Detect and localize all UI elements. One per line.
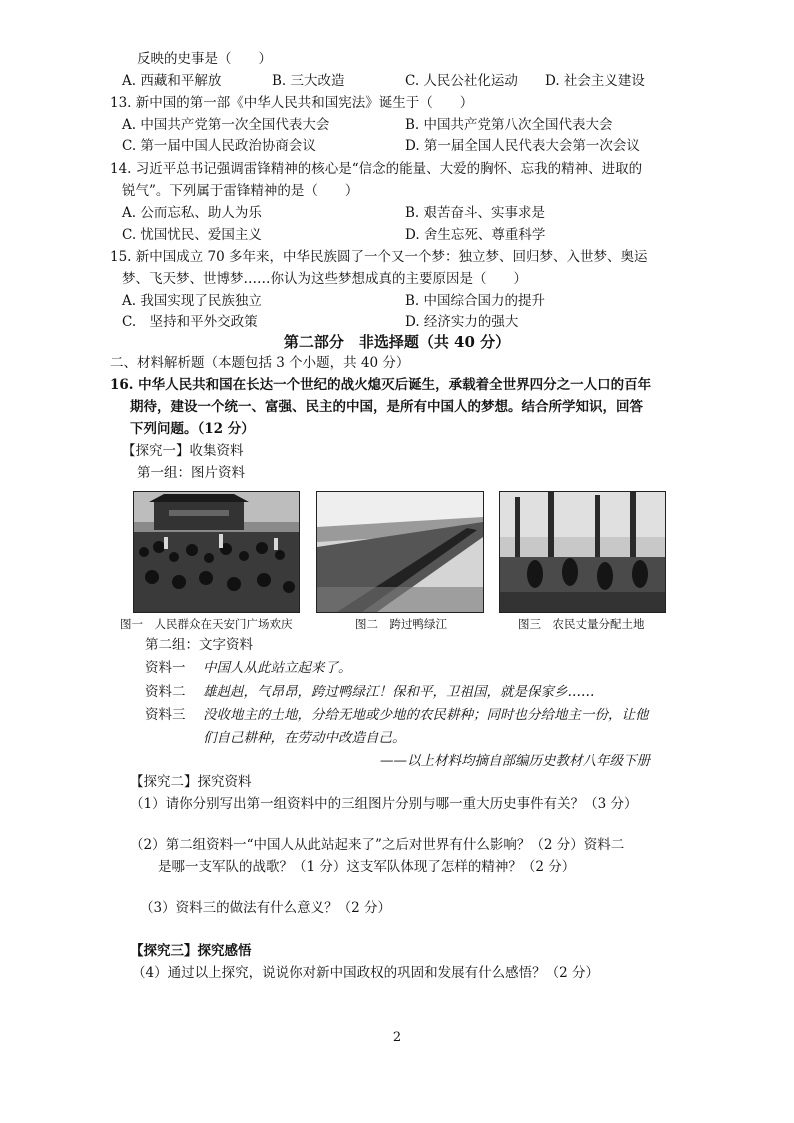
photo-tiananmen xyxy=(133,491,300,613)
explore3-heading: 【探究三】探究感悟 xyxy=(130,943,252,959)
q15-stem-line1: 15. 新中国成立 70 多年来，中华民族圆了一个又一个梦：独立梦、回归梦、入世梦、奥运 xyxy=(110,249,648,265)
caption-figure-1: 图一 人民群众在天安门广场欢庆 xyxy=(120,617,293,631)
q12-option-a: A. 西藏和平解放 xyxy=(122,73,222,89)
farmers-photo-illustration xyxy=(500,492,665,612)
q14-option-c: C. 忧国忧民、爱国主义 xyxy=(122,227,262,243)
material3-text-line1: 没收地主的土地，分给无地或少地的农民耕种；同时也分给地主一份，让他 xyxy=(203,707,649,723)
group2-heading: 第二组：文字资料 xyxy=(145,637,253,653)
q15-option-d: D. 经济实力的强大 xyxy=(405,314,519,330)
q16-stem-line1: 16. 中华人民共和国在长达一个世纪的战火熄灭后诞生，承载着全世界四分之一人口的百年 xyxy=(110,377,652,393)
q12-option-b: B. 三大改造 xyxy=(272,73,345,89)
material3-label: 资料三 xyxy=(145,707,186,723)
photo-land-reform xyxy=(499,491,666,613)
q14-stem-line1: 14. 习近平总书记强调雷锋精神的核心是“信念的能量、大爱的胸怀、忘我的精神、进取的 xyxy=(110,161,643,177)
explore1-heading: 【探究一】收集资料 xyxy=(122,443,244,459)
section-heading: 二、材料解析题（本题包括 3 个小题，共 40 分） xyxy=(110,355,410,371)
q14-stem-line2: 锐气”。下列属于雷锋精神的是（ ） xyxy=(122,183,359,199)
q12-stem-tail: 反映的史事是（ ） xyxy=(137,51,272,67)
material1-label: 资料一 xyxy=(145,660,186,676)
q12-option-c: C. 人民公社化运动 xyxy=(405,73,518,89)
q12-option-d: D. 社会主义建设 xyxy=(545,73,645,89)
material2-label: 资料二 xyxy=(145,684,186,700)
q15-option-a: A. 我国实现了民族独立 xyxy=(122,293,262,309)
q15-option-b: B. 中国综合国力的提升 xyxy=(405,293,546,309)
crowd-photo-illustration xyxy=(134,492,299,612)
material-source: ——以上材料均摘自部编历史教材八年级下册 xyxy=(380,753,650,769)
q14-option-b: B. 艰苦奋斗、实事求是 xyxy=(405,205,546,221)
material3-text-line2: 们自己耕种，在劳动中改造自己。 xyxy=(203,730,406,746)
caption-figure-3: 图三 农民丈量分配土地 xyxy=(518,617,645,631)
part2-title: 第二部分 非选择题（共 40 分） xyxy=(283,333,511,351)
q13-option-b: B. 中国共产党第八次全国代表大会 xyxy=(405,117,613,133)
explore2-heading: 【探究二】探究资料 xyxy=(130,774,252,790)
q13-stem: 13. 新中国的第一部《中华人民共和国宪法》诞生于（ ） xyxy=(110,95,474,111)
page-number: 2 xyxy=(392,1030,402,1045)
bridge-photo-illustration xyxy=(317,492,483,612)
q14-option-a: A. 公而忘私、助人为乐 xyxy=(122,205,262,221)
q15-stem-line2: 梦、飞天梦、世博梦……你认为这些梦想成真的主要原因是（ ） xyxy=(122,271,527,287)
q15-option-c: C. 坚持和平外交政策 xyxy=(122,314,258,330)
q16-stem-line3: 下列问题。（12 分） xyxy=(130,421,255,437)
q16-stem-line2: 期待，建设一个统一、富强、民主的中国，是所有中国人的梦想。结合所学知识，回答 xyxy=(130,399,643,415)
question-4: （4）通过以上探究，说说你对新中国政权的巩固和发展有什么感悟？（2 分） xyxy=(132,965,599,981)
question-1: （1）请你分别写出第一组资料中的三组图片分别与哪一重大历史事件有关？（3 分） xyxy=(130,796,638,812)
caption-figure-2: 图二 跨过鸭绿江 xyxy=(355,617,447,631)
material1-text: 中国人从此站立起来了。 xyxy=(203,660,352,676)
q14-option-d: D. 舍生忘死、尊重科学 xyxy=(405,227,546,243)
q13-option-a: A. 中国共产党第一次全国代表大会 xyxy=(122,117,330,133)
q13-option-d: D. 第一届全国人民代表大会第一次会议 xyxy=(405,138,640,154)
question-2-line2: 是哪一支军队的战歌？（1 分）这支军队体现了怎样的精神？（2 分） xyxy=(158,859,576,875)
photo-yalu-river xyxy=(316,491,484,613)
group1-heading: 第一组：图片资料 xyxy=(137,465,245,481)
question-3: （3）资料三的做法有什么意义？（2 分） xyxy=(140,900,391,916)
question-2-line1: （2）第二组资料一“中国人从此站起来了”之后对世界有什么影响？（2 分）资料二 xyxy=(130,837,625,853)
material2-text: 雄赳赳，气昂昂，跨过鸭绿江！保和平，卫祖国，就是保家乡…… xyxy=(203,684,595,700)
q13-option-c: C. 第一届中国人民政治协商会议 xyxy=(122,138,316,154)
